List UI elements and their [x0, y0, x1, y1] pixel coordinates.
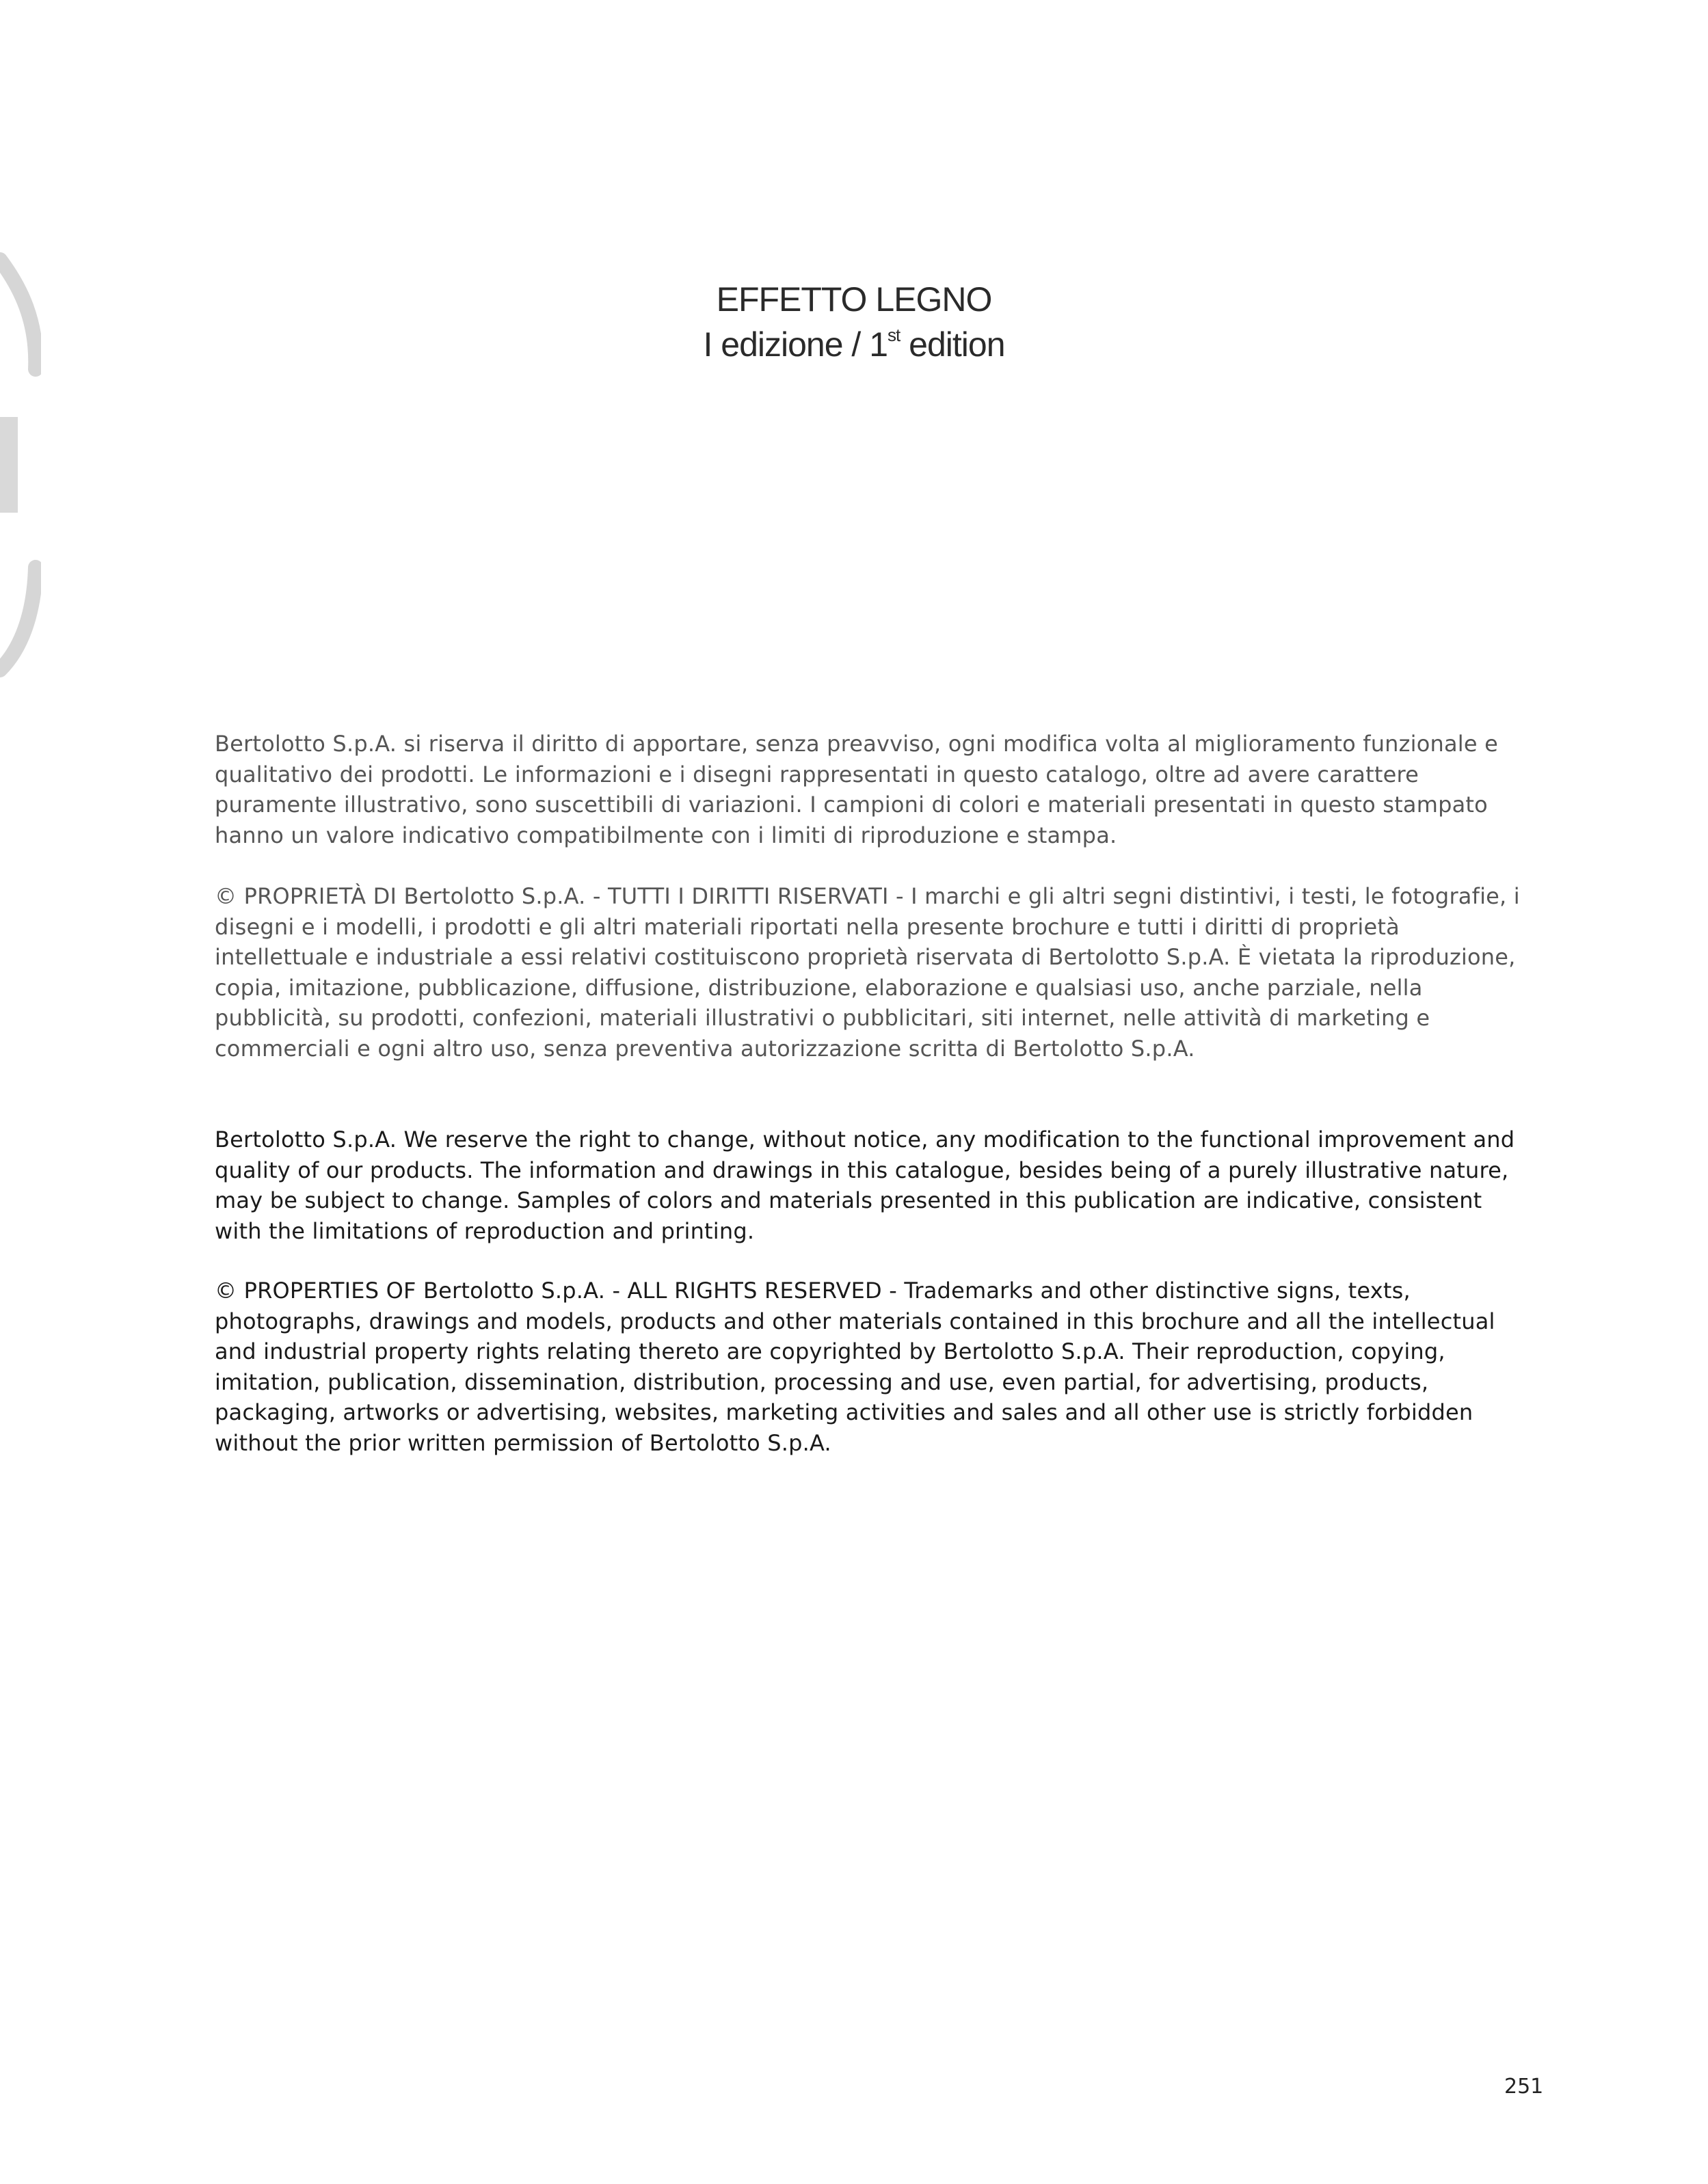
edition-line — [0, 322, 1708, 367]
english-copyright-paragraph: © PROPERTIES OF Bertolotto S.p.A. - ALL RIGHTS RESERVED - Trademarks and other distinctive signs, texts, photographs, drawings and models, products and other materials contained in this brochure and all the intellectual and industrial property rights relating thereto are copyrighted by Bertolotto S.p.A. Their reproduction, copying, imitation, publication, dissemination, distribution, processing and use, even partial, for advertising, products, packaging, artworks or advertising, websites, marketing activities and sales and all other use is strictly forbidden without the prior written permission of Bertolotto S.p.A. — [215, 1278, 1495, 1456]
catalog-title: EFFETTO LEGNO — [716, 280, 992, 319]
english-disclaimer-paragraph: Bertolotto S.p.A. We reserve the right to change, without notice, any modification to the functional improvement and quality of our products. The information and drawings in this catalogue, besides being of a purely illustrative nature, may be subject to change. Samples of colors and materials presented in this publication are indicative, consistent with the limitations of reproduction and printing. — [215, 1127, 1515, 1244]
edition-superscript: st — [888, 325, 900, 345]
page-number: 251 — [1504, 2075, 1544, 2099]
title-block — [0, 277, 1708, 367]
edition-prefix: I edizione / 1 — [703, 325, 888, 364]
italian-disclaimer-paragraph: Bertolotto S.p.A. si riserva il diritto di apportare, senza preavviso, ogni modifica volta al miglioramento funzionale e qualitativo dei prodotti. Le informazioni e i disegni rappresentati in questo catalogo, oltre ad avere carattere puramente illustrativo, sono suscettibili di variazioni. I campioni di colori e materiali presentati in questo stampato hanno un valore indicativo compatibilmente con i limiti di riproduzione e stampa. — [215, 731, 1499, 848]
edition-suffix: edition — [900, 325, 1005, 364]
italian-copyright-paragraph: © PROPRIETÀ DI Bertolotto S.p.A. - TUTTI I DIRITTI RISERVATI - I marchi e gli altri segni distintivi, i testi, le fotografie, i disegni e i modelli, i prodotti e gli altri materiali riportati nella presente brochure e tutti i diritti di proprietà intellettuale e industriale a essi relativi costituiscono proprietà riservata di Bertolotto S.p.A. È vietata la riproduzione, copia, imitazione, pubblicazione, diffusione, distribuzione, elaborazione e qualsiasi uso, anche parziale, nella pubblicità, su prodotti, confezioni, materiali illustrativi o pubblicitari, siti internet, nelle attività di marketing e commerciali e ogni altro uso, senza preventiva autorizzazione scritta di Bertolotto S.p.A. — [215, 883, 1520, 1062]
